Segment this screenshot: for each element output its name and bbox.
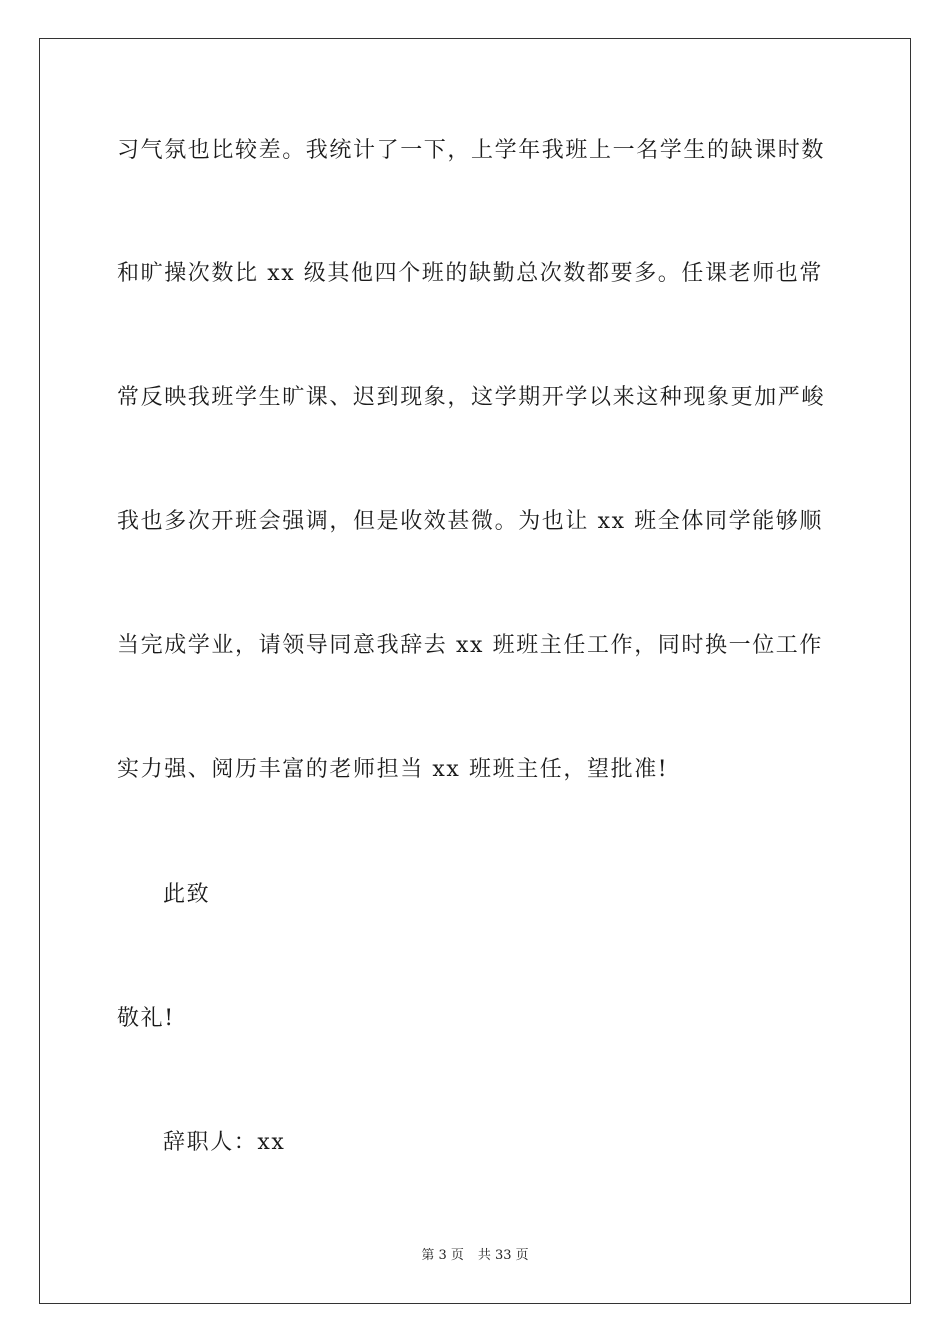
- paragraph-line-5: 当完成学业，请领导同意我辞去 xx 班班主任工作，同时换一位工作: [117, 633, 824, 658]
- paragraph-line-3: 常反映我班学生旷课、迟到现象，这学期开学以来这种现象更加严峻: [117, 385, 826, 410]
- paragraph-line-2: 和旷操次数比 xx 级其他四个班的缺勤总次数都要多。任课老师也常: [117, 261, 824, 286]
- signature: 辞职人：xx: [163, 1130, 286, 1155]
- paragraph-line-1: 习气氛也比较差。我统计了一下，上学年我班上一名学生的缺课时数: [117, 138, 826, 163]
- page-frame: [39, 38, 911, 1304]
- paragraph-line-4: 我也多次开班会强调，但是收效甚微。为也让 xx 班全体同学能够顺: [117, 509, 824, 534]
- paragraph-line-6: 实力强、阅历丰富的老师担当 xx 班班主任，望批准!: [117, 757, 669, 782]
- total-pages: 共 33 页: [477, 1248, 529, 1263]
- closing-respect: 敬礼!: [117, 1006, 175, 1031]
- page-number: 第 3 页: [421, 1248, 464, 1263]
- closing-salutation: 此致: [163, 882, 211, 907]
- page-footer: [0, 1247, 950, 1265]
